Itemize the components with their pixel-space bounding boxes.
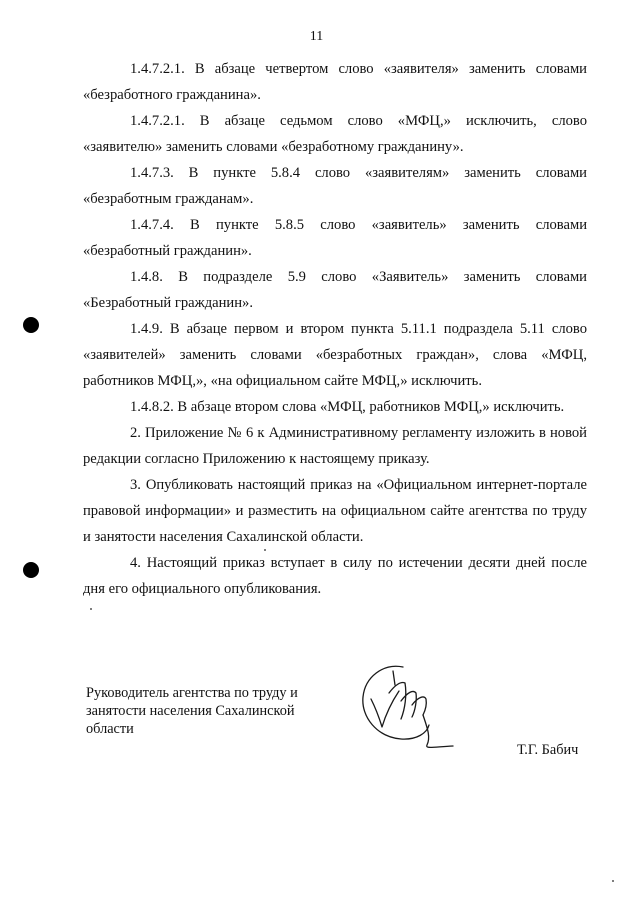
punch-hole-top: [23, 317, 39, 333]
paragraph-1-4-7-2-1-a: 1.4.7.2.1. В абзаце четвертом слово «заявителя» заменить словами «безработного гражданина».: [83, 61, 587, 103]
handwritten-signature: [355, 655, 465, 755]
paragraph-1-4-7-2-1-b: 1.4.7.2.1. В абзаце седьмом слово «МФЦ,» исключить, слово «заявителю» заменить словами «безработному гражданину».: [83, 113, 587, 155]
signer-name: Т.Г. Бабич: [517, 742, 579, 758]
position-line: Руководитель агентства по труду и: [86, 685, 298, 701]
position-line: занятости населения Сахалинской: [86, 703, 295, 719]
paragraph-3: 3. Опубликовать настоящий приказ на «Официальном интернет-портале правовой информации» и разместить на официальном сайте агентства по труду и занятости населения Сахалинской области.: [83, 477, 587, 545]
paragraph-1-4-8: 1.4.8. В подразделе 5.9 слово «Заявитель» заменить словами «Безработный гражданин».: [83, 269, 587, 311]
paragraph-2: 2. Приложение № 6 к Административному регламенту изложить в новой редакции согласно Приложению к настоящему приказу.: [83, 425, 587, 467]
position-line: области: [86, 721, 134, 737]
punch-hole-bottom: [23, 562, 39, 578]
paragraph-1-4-7-3: 1.4.7.3. В пункте 5.8.4 слово «заявителям» заменить словами «безработным гражданам».: [83, 165, 587, 207]
scan-speck: [264, 549, 266, 551]
scan-speck: [90, 608, 92, 610]
scan-speck: [612, 880, 614, 882]
paragraph-1-4-7-4: 1.4.7.4. В пункте 5.8.5 слово «заявитель» заменить словами «безработный гражданин».: [83, 217, 587, 259]
paragraph-4: 4. Настоящий приказ вступает в силу по истечении десяти дней после дня его официального опубликования.: [83, 555, 587, 597]
document-body: [83, 56, 587, 602]
page-number: 11: [309, 29, 324, 44]
paragraph-1-4-8-2: 1.4.8.2. В абзаце втором слова «МФЦ, работников МФЦ,» исключить.: [130, 399, 565, 415]
paragraph-1-4-9: 1.4.9. В абзаце первом и втором пункта 5.11.1 подраздела 5.11 слово «заявителей» заменить словами «безработных граждан», слова «МФЦ, работников МФЦ,», «на официальном сайте МФЦ,» исключить.: [83, 321, 587, 389]
signatory-position: [86, 684, 326, 738]
